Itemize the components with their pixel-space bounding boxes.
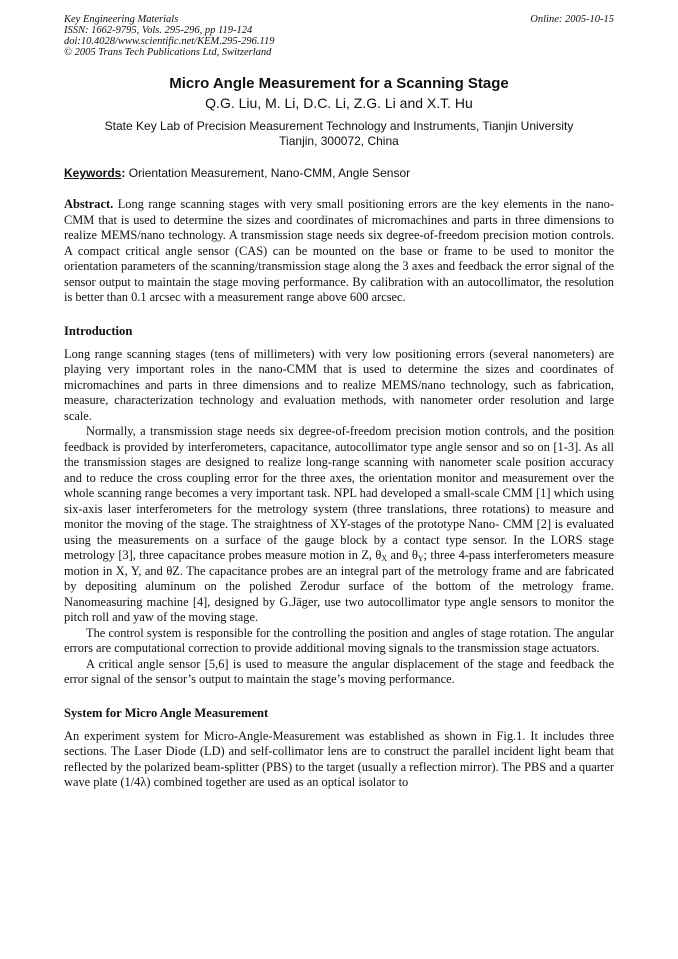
abstract-label: Abstract. bbox=[64, 197, 114, 211]
intro-paragraph-4: A critical angle sensor [5,6] is used to measure the angular displacement of the stage and feedback the error signal of the sensor’s output to maintain the stage’s moving performance. bbox=[64, 656, 614, 686]
copyright-line: © 2005 Trans Tech Publications Ltd, Switzerland bbox=[64, 47, 272, 58]
affiliation-line-1: State Key Lab of Precision Measurement Technology and Instruments, Tianjin University bbox=[104, 119, 574, 133]
introduction-heading: Introduction bbox=[64, 323, 133, 338]
online-date: Online: 2005-10-15 bbox=[530, 14, 614, 25]
affiliation bbox=[64, 119, 614, 149]
keywords-text: Orientation Measurement, Nano-CMM, Angle Sensor bbox=[125, 166, 411, 180]
affiliation-line-2: Tianjin, 300072, China bbox=[279, 134, 399, 148]
keywords bbox=[64, 166, 614, 180]
intro-paragraph-2: Normally, a transmission stage needs six degree-of-freedom precision motion controls, and the position feedback is provided by interferometers, capacitance, autocollimator type angle sensor and so on [1-3]. As all the transmission stages are designed to realize long-range scanning with nanometer scale position accuracy and to reduce the cross coupling error for the three axes, the orientation monitor and measurement over the whole scanning range becomes a very important task. NPL had developed a small-scale CMM [1] which using six-axis laser interferometers for the metrology system (three translations, three rotations) to measure and monitor the moving of the stage. The straightness of XY-stages of the prototype Nano- CMM [2] is evaluated using the measurements on a surface of the gauge block by a contact type sensor. In the LORS stage metrology [3], three capacitance probes measure motion in Z, $\theta_X$ and $\theta_Y$; three 4-pass interferometers measure motion in X, Y, and θZ. The capacitance probes are an integral part of the metrology frame and are fabricated by depositing aluminum on the polished Zerodur surface of the bottom of the metrology frame. Nanomeasuring machine [4], designed by G.Jäger, use two autocollimator type angle sensors to monitor the pitch roll and yaw of the moving stage. bbox=[64, 424, 614, 624]
journal-header bbox=[64, 14, 614, 58]
journal-name: Key Engineering Materials bbox=[64, 14, 179, 25]
doi-line: doi:10.4028/www.scientific.net/KEM.295-296.119 bbox=[64, 36, 275, 47]
system-paragraph-1: An experiment system for Micro-Angle-Measurement was established as shown in Fig.1. It includes three sections. The Laser Diode (LD) and self-collimator lens are to construct the parallel incident light beam that reflected by the polarized beam-splitter (PBS) to the target (usually a reflection mirror). The PBS and a quarter wave plate (1/4λ) combined together are used as an optical isolator to bbox=[64, 728, 614, 789]
system-heading: System for Micro Angle Measurement bbox=[64, 705, 269, 720]
paper-title: Micro Angle Measurement for a Scanning Stage bbox=[169, 75, 509, 92]
intro-paragraph-3: The control system is responsible for the controlling the position and angles of stage rotation. The angular errors are computational correction to provide additional moving signals to the transmission stage actuators. bbox=[64, 625, 614, 655]
abstract-text: Long range scanning stages with very small positioning errors are the key elements in the nano-CMM that is used to determine the sizes and coordinates of micromachines and parts in three dimensions to realize MEMS/nano technology. A transmission stage needs six degree-of-freedom precision motion controls. A compact critical angle sensor (CAS) can be mounted on the base or frame to be used to monitor the orientation parameters of the scanning/transmission stage along the 3 axes and feedback the error signal of the sensor output to maintain the stage moving performance. By calibration with an autocollimator, the resolution is better than 0.1 arcsec with a measurement range above 600 arcsec. bbox=[64, 197, 614, 304]
author-list: Q.G. Liu, M. Li, D.C. Li, Z.G. Li and X.T. Hu bbox=[205, 95, 473, 111]
keywords-label: Keywords bbox=[64, 166, 122, 180]
paper-page bbox=[64, 14, 614, 791]
introduction-section bbox=[64, 347, 614, 688]
system-section bbox=[64, 729, 614, 791]
keywords-colon: : bbox=[121, 166, 126, 180]
intro-paragraph-1: Long range scanning stages (tens of millimeters) with very low positioning errors (several nanometers) are playing very important roles in the nano-CMM that is used to determine the sizes and coordinates of micromachines and parts in three dimensions and to realize MEMS/nano technology, such as fabrication, measure, characterization technology and evaluation methods, with nanometer order resolution and large scale. bbox=[64, 346, 614, 423]
issn-line: ISSN: 1662-9795, Vols. 295-296, pp 119-124 bbox=[64, 25, 253, 36]
abstract bbox=[64, 197, 614, 306]
